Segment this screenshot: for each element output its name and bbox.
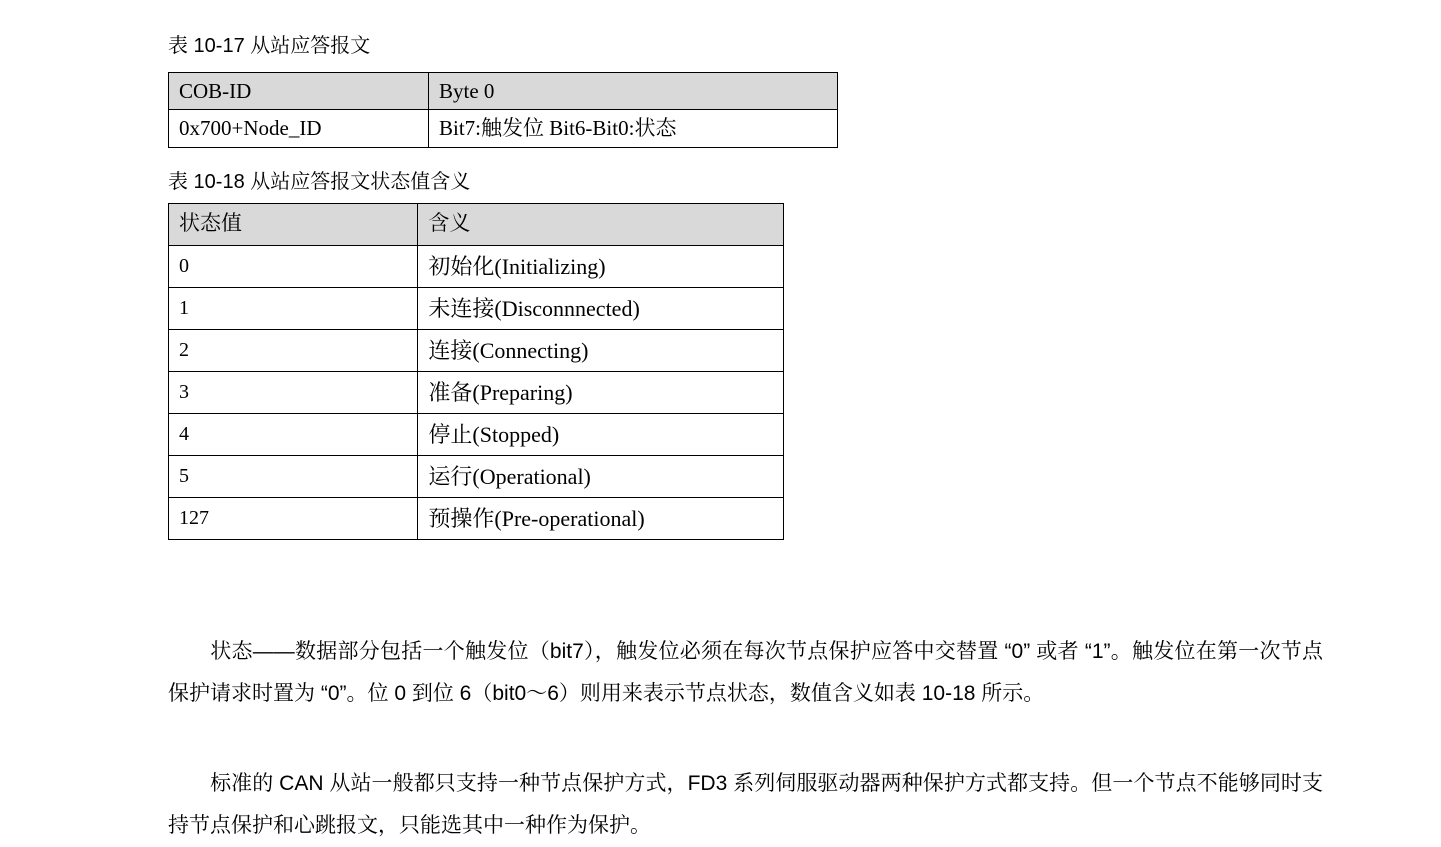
cell-meaning: 停止(Stopped) [428,421,560,447]
cell-meaning: 预操作(Pre-operational) [428,505,645,531]
cell-status-value: 5 [179,465,189,487]
table-10-18-caption: 表 10-18 从站应答报文状态值含义 [168,171,471,193]
cell-status-value: 3 [179,381,189,403]
table-cell [169,330,418,372]
paragraph-text: 状态——数据部分包括一个触发位（bit7），触发位必须在每次节点保护应答中交替置 “0” 或者 “1”。触发位在第一次节点保护请求时置为 “0”。位 0 到位 6（bit0～6）则用来表示节点状态，数值含义如表 10-18 所示。 [168,640,1323,705]
paragraph-status-description [168,631,1323,715]
cell-status-value: 4 [179,423,189,445]
table-row [169,498,784,540]
cell-cob-id-value: 0x700+Node_ID [179,116,322,141]
table-row [169,110,838,147]
table-cell [169,498,418,540]
cell-status-value: 127 [179,507,209,529]
table-cell [169,110,429,147]
cell-meaning: 连接(Connecting) [428,337,589,363]
table-cell [418,246,784,288]
table-cell [418,414,784,456]
table-header-cell [429,73,838,110]
table-row [169,372,784,414]
table-cell [418,330,784,372]
cell-meaning: 准备(Preparing) [428,379,573,405]
table-cell [169,456,418,498]
cell-meaning: 运行(Operational) [428,463,591,489]
table-row [169,330,784,372]
cell-byte0-value: Bit7:触发位 Bit6-Bit0:状态 [439,116,677,141]
paragraph-text: 标准的 CAN 从站一般都只支持一种节点保护方式，FD3 系列伺服驱动器两种保护方式都支持。但一个节点不能够同时支持节点保护和心跳报文，只能选其中一种作为保护。 [168,772,1323,837]
table-row [169,246,784,288]
table-cell [418,498,784,540]
table-10-17 [168,72,838,148]
table-row [169,288,784,330]
table-cell [418,372,784,414]
table-cell [418,456,784,498]
header-status-value: 状态值 [179,212,242,236]
table-10-18 [168,203,784,540]
table-row [169,456,784,498]
table-header-cell [169,73,429,110]
paragraph-can-slave-description [168,763,1323,847]
cell-status-value: 2 [179,339,189,361]
header-meaning: 含义 [428,212,471,236]
table-cell [169,288,418,330]
table-cell [418,288,784,330]
cell-status-value: 1 [179,297,189,319]
cell-meaning: 未连接(Disconnnected) [428,295,640,321]
table-header-row [169,73,838,110]
cell-status-value: 0 [179,255,189,277]
table-cell [169,414,418,456]
table-10-17-caption: 表 10-17 从站应答报文 [168,35,371,57]
table-cell [429,110,838,147]
cell-meaning: 初始化(Initializing) [428,253,606,279]
table-header-row [169,204,784,246]
table-cell [169,372,418,414]
table-header-cell [169,204,418,246]
table-header-cell [418,204,784,246]
header-byte-0: Byte 0 [439,79,495,103]
header-cob-id: COB-ID [179,79,252,103]
table-row [169,414,784,456]
table-cell [169,246,418,288]
